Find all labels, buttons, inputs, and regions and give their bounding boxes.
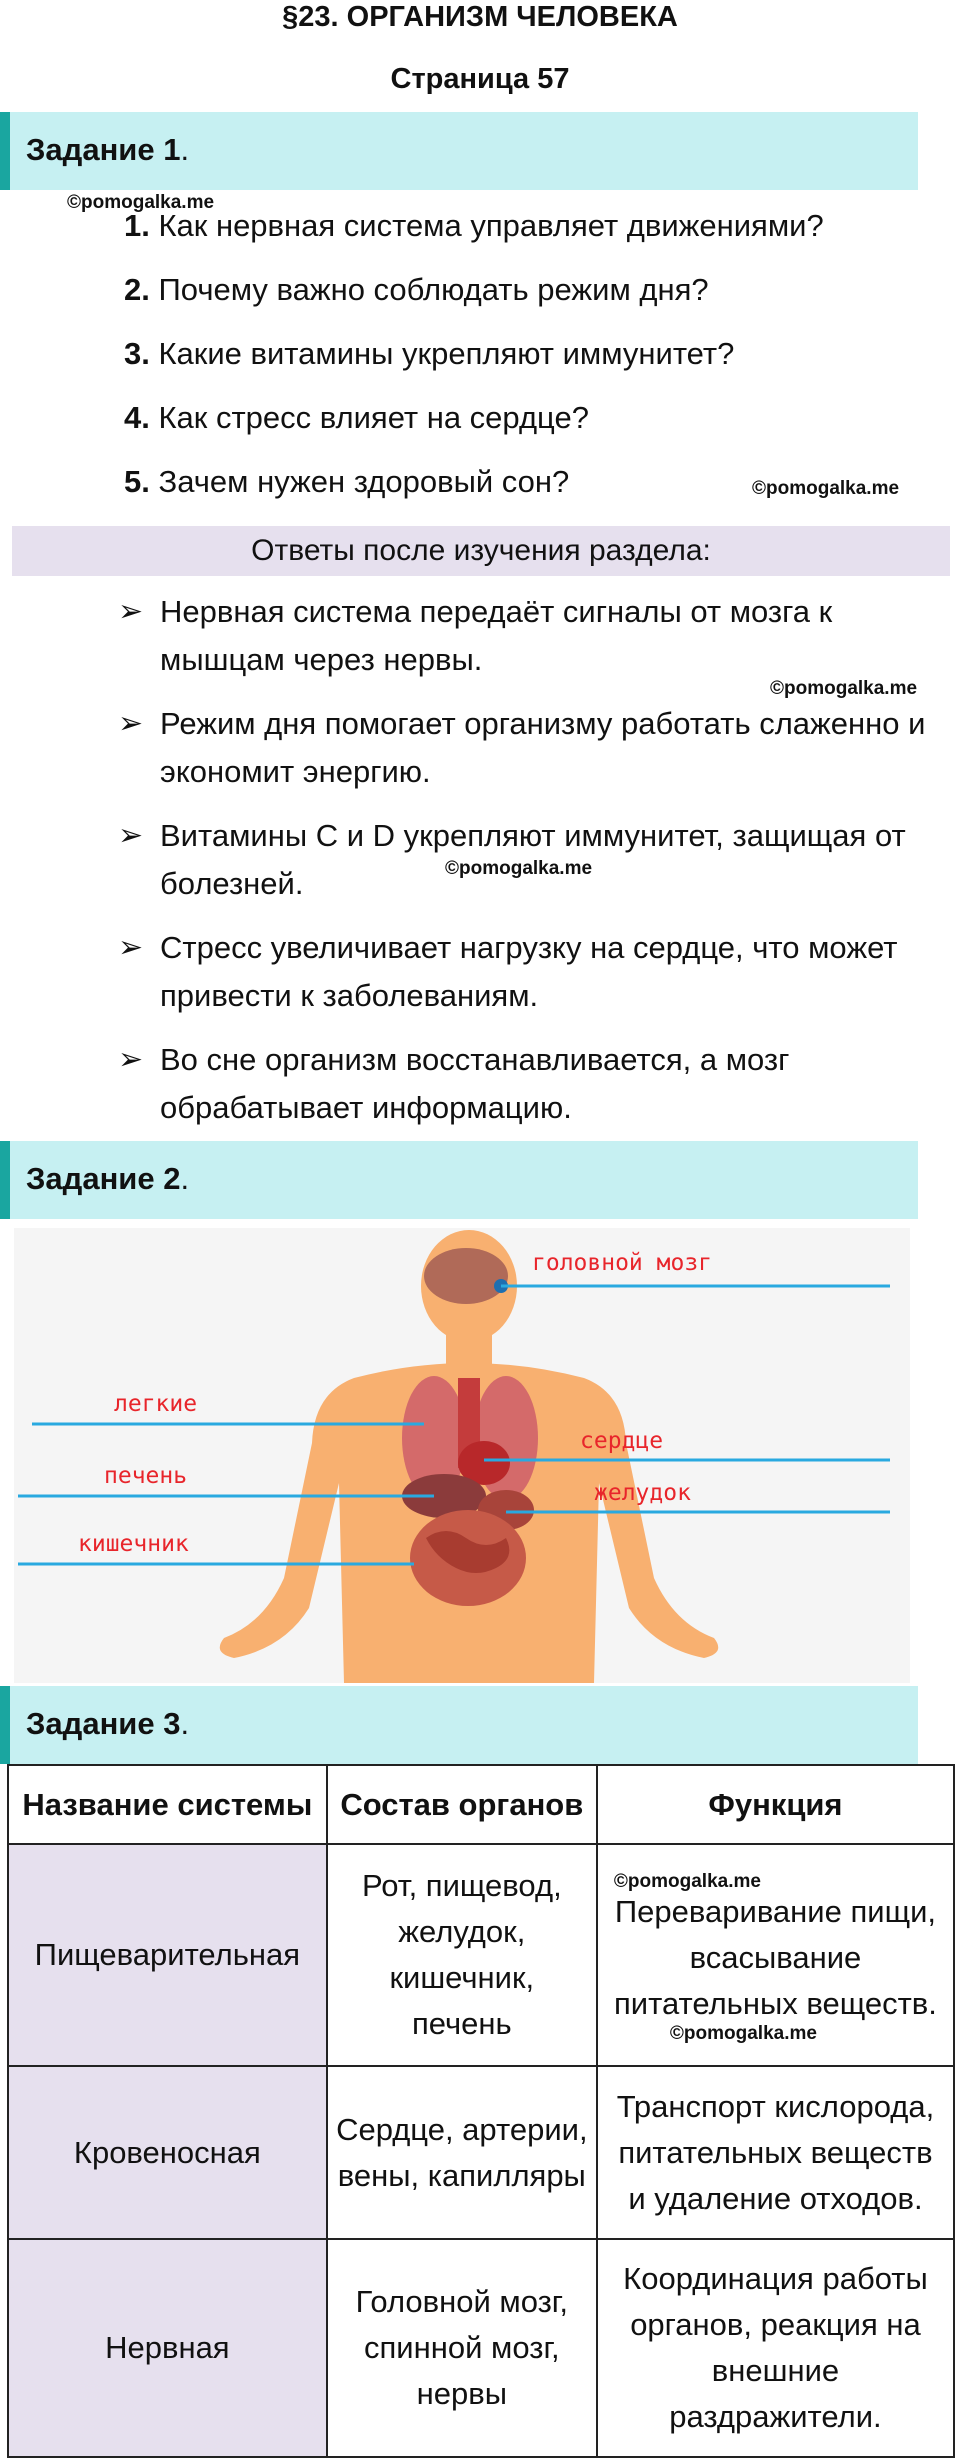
- system-organs: Рот, пищевод, желудок, кишечник, печень: [327, 1844, 597, 2066]
- table-row: [8, 1844, 954, 2066]
- watermark: ©pomogalka.me: [613, 1871, 761, 1892]
- arrow-bullet-icon: ➢: [118, 931, 144, 964]
- system-organs: Сердце, артерии, вены, капилляры: [327, 2066, 597, 2239]
- question-4: 4. Как стресс влияет на сердце?: [124, 400, 589, 435]
- answer-3: ➢ Витамины C и D укрепляют иммунитет, защищая от болезней.: [124, 812, 954, 908]
- system-name: Нервная: [8, 2239, 327, 2457]
- task2-label: Задание 2.: [26, 1161, 190, 1196]
- watermark: ©pomogalka.me: [445, 858, 593, 879]
- label-stomach: желудок: [594, 1480, 691, 1506]
- system-name: Кровеносная: [8, 2066, 327, 2239]
- watermark: ©pomogalka.me: [669, 2023, 817, 2044]
- task2-header: [0, 1141, 918, 1219]
- answers-title: Ответы после изучения раздела:: [12, 526, 950, 576]
- column-header: Функция: [597, 1765, 954, 1844]
- table-row: [8, 2066, 954, 2239]
- answer-4: ➢ Стресс увеличивает нагрузку на сердце, что может привести к заболеваниям.: [124, 924, 954, 1020]
- system-name: Пищеварительная: [8, 1844, 327, 2066]
- label-heart: сердце: [580, 1428, 664, 1454]
- arrow-bullet-icon: ➢: [118, 707, 144, 740]
- task1-header: [0, 112, 918, 190]
- column-header: Состав органов: [327, 1765, 597, 1844]
- label-brain: головной мозг: [532, 1250, 713, 1276]
- brain-shape: [424, 1248, 508, 1304]
- label-intestine: кишечник: [78, 1531, 189, 1557]
- question-1: 1. Как нервная система управляет движениями?: [124, 208, 824, 243]
- system-organs: Головной мозг, спинной мозг, нервы: [327, 2239, 597, 2457]
- question-2: 2. Почему важно соблюдать режим дня?: [124, 272, 709, 307]
- table-row: [8, 2239, 954, 2457]
- page-number: Страница 57: [390, 63, 570, 95]
- system-function: ©pomogalka.me Переваривание пищи, всасывание питательных веществ. ©pomogalka.me: [597, 1844, 954, 2066]
- answer-1: ➢ Нервная система передаёт сигналы от мозга к мышцам через нервы.: [124, 588, 954, 684]
- watermark: ©pomogalka.me: [752, 478, 900, 499]
- label-liver: печень: [104, 1463, 188, 1489]
- answer-2: ➢ Режим дня помогает организму работать слаженно и экономит энергию.: [124, 700, 954, 796]
- table-header-row: [8, 1765, 954, 1844]
- organs: [402, 1376, 538, 1606]
- arrow-bullet-icon: ➢: [118, 819, 144, 852]
- question-3: 3. Какие витамины укрепляют иммунитет?: [124, 336, 735, 371]
- label-lungs: легкие: [114, 1391, 198, 1417]
- systems-table: [7, 1764, 955, 2458]
- task3-label: Задание 3.: [26, 1706, 190, 1741]
- arrow-bullet-icon: ➢: [118, 1043, 144, 1076]
- human-organs-diagram: [14, 1228, 910, 1683]
- arrow-bullet-icon: ➢: [118, 595, 144, 628]
- watermark: ©pomogalka.me: [770, 678, 918, 699]
- body-diagram-svg: [14, 1228, 910, 1683]
- watermark: ©pomogalka.me: [67, 192, 215, 213]
- system-function: Транспорт кислорода, питательных веществ и удаление отходов.: [597, 2066, 954, 2239]
- question-5: 5. Зачем нужен здоровый сон?: [124, 464, 570, 499]
- system-function: Координация работы органов, реакция на внешние раздражители.: [597, 2239, 954, 2457]
- column-header: Название системы: [8, 1765, 327, 1844]
- page-title: §23. ОРГАНИЗМ ЧЕЛОВЕКА: [282, 1, 678, 33]
- task3-header: [0, 1686, 918, 1764]
- task1-label: Задание 1.: [26, 132, 190, 167]
- answer-5: ➢ Во сне организм восстанавливается, а мозг обрабатывает информацию.: [124, 1036, 954, 1132]
